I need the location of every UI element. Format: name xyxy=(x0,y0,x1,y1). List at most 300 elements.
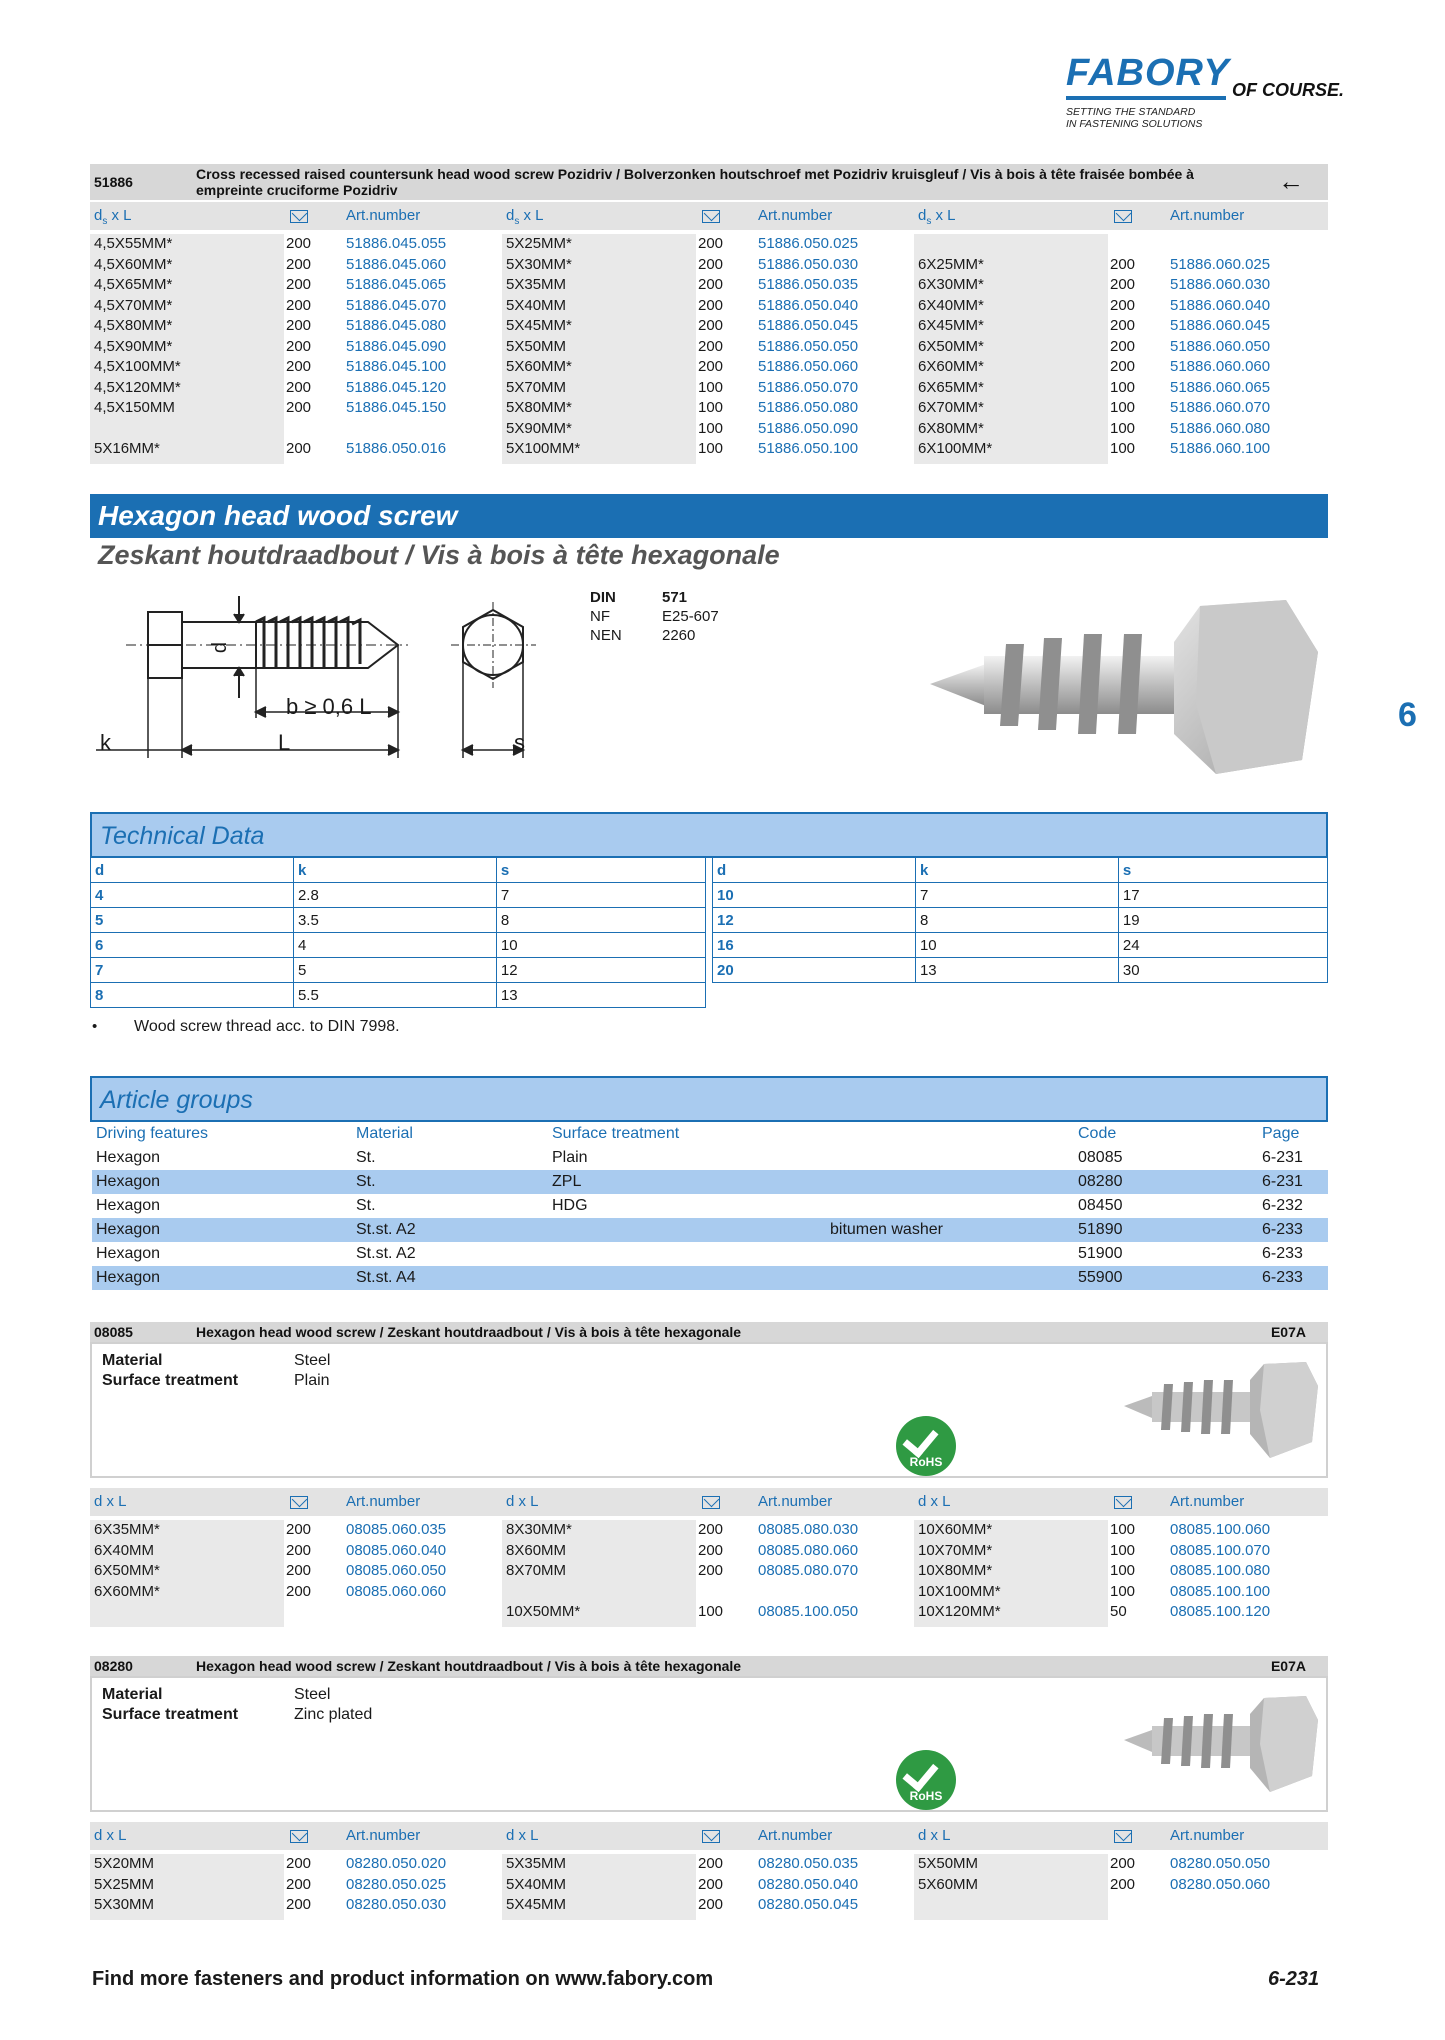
small-screw-image xyxy=(1122,1694,1318,1794)
envelope-icon xyxy=(702,1496,720,1509)
dimension-cell: 6X65MM* xyxy=(918,378,984,396)
art-number-link[interactable]: 08280.050.020 xyxy=(346,1855,447,1872)
dim-label-b: b ≥ 0,6 L xyxy=(286,694,372,719)
art-number-link[interactable]: 51886.045.080 xyxy=(346,317,447,334)
tech-cell: 10 xyxy=(713,883,916,908)
art-number-link[interactable]: 08085.060.060 xyxy=(346,1582,447,1600)
art-number-link[interactable]: 08085.100.100 xyxy=(1170,1582,1271,1600)
art-number-link[interactable]: 51886.045.055 xyxy=(346,235,447,252)
art-number-link[interactable]: 08280.050.025 xyxy=(346,1875,447,1893)
quantity-cell: 200 xyxy=(698,1855,724,1872)
art-number-link[interactable]: 51886.060.060 xyxy=(1170,358,1271,375)
tech-cell: 12 xyxy=(713,908,916,933)
tech-row xyxy=(713,958,1328,983)
quantity-cell: 100 xyxy=(1110,378,1136,396)
tech-cell: 8 xyxy=(915,908,1118,933)
quantity-cell: 200 xyxy=(286,235,312,252)
tech-row xyxy=(713,883,1328,908)
art-number-link[interactable]: 08280.050.060 xyxy=(1170,1875,1271,1893)
dimension-cell: 10X120MM* xyxy=(918,1603,1001,1620)
art-number-link[interactable]: 08280.050.045 xyxy=(758,1896,859,1913)
quantity-cell: 200 xyxy=(698,1521,724,1538)
tech-cell: 30 xyxy=(1118,958,1327,983)
dimension-cell: 5X35MM xyxy=(506,276,567,293)
art-number-link[interactable]: 51886.045.060 xyxy=(346,255,447,273)
tech-cell: 8 xyxy=(496,908,705,933)
article-group-row[interactable] xyxy=(92,1170,1328,1194)
envelope-icon xyxy=(1114,1830,1132,1843)
dimension-cell: 5X35MM xyxy=(506,1855,567,1872)
art-number-link[interactable]: 51886.050.090 xyxy=(758,419,859,437)
rohs-icon: RoHS xyxy=(896,1750,956,1810)
dimension-cell: 10X80MM* xyxy=(918,1562,993,1579)
quantity-cell: 200 xyxy=(286,1875,312,1893)
dimension-cell: 5X80MM* xyxy=(506,399,572,416)
art-number-link[interactable]: 51886.050.040 xyxy=(758,296,859,314)
group-cell: 6-233 xyxy=(1262,1221,1303,1238)
dimension-cell: 4,5X100MM* xyxy=(94,358,181,375)
technical-note: Wood screw thread acc. to DIN 7998. xyxy=(134,1018,400,1035)
note-bullet: • xyxy=(92,1018,98,1035)
tech-row xyxy=(91,933,706,958)
quantity-cell: 200 xyxy=(698,1541,724,1559)
dimension-header: d x L xyxy=(94,1493,127,1510)
article-group-row[interactable] xyxy=(92,1266,1328,1290)
art-number-link[interactable]: 51886.060.080 xyxy=(1170,419,1271,437)
dimension-cell: 8X60MM xyxy=(506,1541,567,1559)
dimension-cell: 5X50MM xyxy=(918,1855,979,1872)
art-number-link[interactable]: 08085.100.080 xyxy=(1170,1562,1271,1579)
art-number-link[interactable]: 51886.050.030 xyxy=(758,255,859,273)
product-code: 08085 xyxy=(94,1324,133,1340)
tech-cell: 6 xyxy=(91,933,294,958)
dimension-cell: 5X45MM* xyxy=(506,317,572,334)
dimension-cell: 4,5X120MM* xyxy=(94,378,181,396)
quantity-cell: 200 xyxy=(286,1855,312,1872)
art-number-header: Art.number xyxy=(1170,207,1245,224)
article-group-row[interactable] xyxy=(92,1242,1328,1266)
standard-name: DIN xyxy=(590,589,616,606)
envelope-icon xyxy=(290,1830,308,1843)
product-title: Hexagon head wood screw / Zeskant houtdraadbout / Vis à bois à tête hexagonale xyxy=(196,1324,742,1340)
dimension-header: d x L xyxy=(94,1827,127,1844)
art-number-header: Art.number xyxy=(758,1827,833,1844)
tech-cell: 13 xyxy=(915,958,1118,983)
art-number-link[interactable]: 08085.080.030 xyxy=(758,1521,859,1538)
envelope-icon xyxy=(1114,210,1132,223)
tech-cell: 8 xyxy=(91,983,294,1008)
tech-row xyxy=(713,908,1328,933)
dimension-header: $d_s$ x L xyxy=(506,207,544,227)
art-number-link[interactable]: 51886.060.070 xyxy=(1170,399,1271,416)
art-number-link[interactable]: 51886.050.060 xyxy=(758,358,859,375)
art-number-link[interactable]: 51886.060.050 xyxy=(1170,337,1271,355)
dimension-cell: 6X45MM* xyxy=(918,317,984,334)
rohs-icon: RoHS xyxy=(896,1416,956,1476)
article-groups-header-row xyxy=(92,1122,1328,1146)
quantity-cell: 100 xyxy=(1110,1582,1136,1600)
tech-cell: 2.8 xyxy=(293,883,496,908)
quantity-cell: 200 xyxy=(698,255,724,273)
material-label: Material xyxy=(102,1686,163,1703)
tech-cell: 20 xyxy=(713,958,916,983)
group-cell: 08085 xyxy=(1078,1149,1123,1166)
tech-header-cell: k xyxy=(915,858,1118,883)
quantity-cell: 200 xyxy=(286,358,312,375)
art-number-link[interactable]: 08280.050.040 xyxy=(758,1875,859,1893)
quantity-cell: 200 xyxy=(286,276,312,293)
art-number-link[interactable]: 51886.050.080 xyxy=(758,399,859,416)
group-cell: Plain xyxy=(552,1149,588,1166)
tech-row xyxy=(91,908,706,933)
tech-row xyxy=(91,958,706,983)
dimension-cell: 6X50MM* xyxy=(94,1562,160,1579)
tech-header-row xyxy=(91,858,706,883)
group-header-cell: Surface treatment xyxy=(552,1125,680,1142)
tech-header-cell: d xyxy=(91,858,294,883)
dimension-cell: 6X30MM* xyxy=(918,276,984,293)
material-label: Material xyxy=(102,1352,163,1369)
dimension-header: d x L xyxy=(918,1493,951,1510)
product-51886-header xyxy=(90,164,1328,200)
group-header-cell: Code xyxy=(1078,1125,1117,1142)
quantity-cell: 200 xyxy=(698,337,724,355)
art-number-link[interactable]: 51886.050.050 xyxy=(758,337,859,355)
dimension-cell: 4,5X150MM xyxy=(94,399,175,416)
group-cell: Hexagon xyxy=(96,1245,161,1262)
dimension-cell: 5X20MM xyxy=(94,1855,155,1872)
art-number-link[interactable]: 08085.080.060 xyxy=(758,1541,859,1559)
art-number-link[interactable]: 51886.050.100 xyxy=(758,440,859,457)
product-51886-table xyxy=(90,234,1328,466)
dimension-cell: 5X50MM xyxy=(506,337,567,355)
quantity-cell: 200 xyxy=(1110,296,1136,314)
logo-tagline: SETTING THE STANDARD IN FASTENING SOLUTIONS xyxy=(1066,106,1203,130)
dimension-cell: 5X45MM xyxy=(506,1896,567,1913)
tech-header-cell: k xyxy=(293,858,496,883)
group-header-cell: Page xyxy=(1262,1125,1300,1142)
group-cell: 6-232 xyxy=(1262,1197,1303,1214)
quantity-cell: 100 xyxy=(698,1603,724,1620)
art-number-link[interactable]: 08085.100.070 xyxy=(1170,1541,1271,1559)
group-cell: HDG xyxy=(552,1197,588,1214)
dim-label-s: s xyxy=(514,730,525,755)
art-number-link[interactable]: 51886.045.100 xyxy=(346,358,447,375)
art-number-link[interactable]: 51886.060.040 xyxy=(1170,296,1271,314)
dimension-cell: 6X40MM* xyxy=(918,296,984,314)
quantity-cell: 200 xyxy=(286,317,312,334)
article-group-row[interactable] xyxy=(92,1194,1328,1218)
technical-data-header: Technical Data xyxy=(90,812,1328,858)
quantity-cell: 200 xyxy=(1110,255,1136,273)
dimension-cell: 5X40MM xyxy=(506,1875,567,1893)
quantity-cell: 200 xyxy=(286,1562,312,1579)
art-number-link[interactable]: 51886.060.065 xyxy=(1170,378,1271,396)
dimension-cell: 5X90MM* xyxy=(506,419,572,437)
dimension-cell: 6X60MM* xyxy=(918,358,984,375)
logo-underline xyxy=(1066,96,1226,100)
art-number-link[interactable]: 51886.045.150 xyxy=(346,399,447,416)
dimension-header: d x L xyxy=(918,1827,951,1844)
surface-label: Surface treatment xyxy=(102,1706,239,1723)
quantity-cell: 200 xyxy=(286,296,312,314)
standards-list xyxy=(590,588,790,650)
quantity-cell: 100 xyxy=(698,440,724,457)
standard-name: NEN xyxy=(590,627,622,644)
quantity-cell: 100 xyxy=(698,378,724,396)
dimension-header: $d_s$ x L xyxy=(918,207,956,227)
envelope-icon xyxy=(290,210,308,223)
art-number-link[interactable]: 08085.100.050 xyxy=(758,1603,859,1620)
quantity-cell: 200 xyxy=(286,378,312,396)
dimension-cell: 6X25MM* xyxy=(918,255,984,273)
art-number-header: Art.number xyxy=(1170,1827,1245,1844)
art-number-link[interactable]: 51886.050.016 xyxy=(346,440,447,457)
surface-value: Plain xyxy=(294,1372,330,1389)
quantity-cell: 100 xyxy=(698,419,724,437)
art-number-link[interactable]: 51886.060.025 xyxy=(1170,255,1271,273)
standard-name: NF xyxy=(590,608,610,625)
dimension-header: d x L xyxy=(506,1493,539,1510)
dimension-cell: 4,5X80MM* xyxy=(94,317,173,334)
quantity-cell: 200 xyxy=(286,1582,312,1600)
dimension-cell: 5X25MM xyxy=(94,1875,155,1893)
technical-data-table-left xyxy=(90,857,706,1008)
product-title-bar: Hexagon head wood screw xyxy=(90,494,1328,538)
quantity-cell: 200 xyxy=(698,1896,724,1913)
product-subtitle: Zeskant houtdraadbout / Vis à bois à tête hexagonale xyxy=(98,540,780,570)
art-number-link[interactable]: 08280.050.050 xyxy=(1170,1855,1271,1872)
envelope-icon xyxy=(702,1830,720,1843)
quantity-cell: 200 xyxy=(286,440,312,457)
product-08280-info xyxy=(90,1676,1328,1812)
quantity-cell: 200 xyxy=(1110,337,1136,355)
art-number-header: Art.number xyxy=(758,1493,833,1510)
group-cell: bitumen washer xyxy=(830,1221,943,1238)
column-header-row xyxy=(90,1822,1328,1850)
group-cell: 51890 xyxy=(1078,1221,1123,1238)
art-number-link[interactable]: 08085.100.060 xyxy=(1170,1521,1271,1538)
art-number-link[interactable]: 51886.050.025 xyxy=(758,235,859,252)
article-groups-header: Article groups xyxy=(90,1076,1328,1122)
dimension-cell: 6X70MM* xyxy=(918,399,984,416)
quantity-cell: 200 xyxy=(698,296,724,314)
quantity-cell: 200 xyxy=(698,235,724,252)
back-arrow-icon[interactable]: ← xyxy=(1278,166,1304,196)
tech-cell: 5.5 xyxy=(293,983,496,1008)
dimension-cell: 6X50MM* xyxy=(918,337,984,355)
technical-data-table-right xyxy=(712,857,1328,983)
dimension-cell: 6X60MM* xyxy=(94,1582,160,1600)
envelope-icon xyxy=(702,210,720,223)
standard-value: 2260 xyxy=(662,627,696,644)
dimension-cell: 10X50MM* xyxy=(506,1603,581,1620)
quantity-cell: 200 xyxy=(286,255,312,273)
dimension-cell: 5X70MM xyxy=(506,378,567,396)
dimension-cell: 4,5X90MM* xyxy=(94,337,173,355)
dimension-cell: 10X100MM* xyxy=(918,1582,1001,1600)
quantity-cell: 200 xyxy=(286,1541,312,1559)
art-number-link[interactable]: 51886.050.035 xyxy=(758,276,859,293)
standard-value: E25-607 xyxy=(662,608,719,625)
dimension-cell: 4,5X60MM* xyxy=(94,255,173,273)
art-number-link[interactable]: 08085.060.040 xyxy=(346,1541,447,1559)
art-number-link[interactable]: 51886.045.065 xyxy=(346,276,447,293)
dimension-cell: 6X35MM* xyxy=(94,1521,160,1538)
quantity-cell: 200 xyxy=(698,1562,724,1579)
tech-cell: 3.5 xyxy=(293,908,496,933)
group-cell: Hexagon xyxy=(96,1149,161,1166)
product-code: 08280 xyxy=(94,1658,133,1674)
quantity-cell: 200 xyxy=(1110,317,1136,334)
quantity-cell: 200 xyxy=(1110,358,1136,375)
tech-cell: 12 xyxy=(496,958,705,983)
tech-cell: 4 xyxy=(293,933,496,958)
product-08085-header xyxy=(90,1322,1328,1342)
art-number-header: Art.number xyxy=(346,1827,421,1844)
art-number-link[interactable]: 08085.080.070 xyxy=(758,1562,859,1579)
group-cell: 51900 xyxy=(1078,1245,1123,1262)
art-number-link[interactable]: 51886.045.120 xyxy=(346,378,447,396)
hex-screw-image xyxy=(926,594,1322,794)
tech-header-cell: s xyxy=(1118,858,1327,883)
quantity-cell: 200 xyxy=(1110,276,1136,293)
group-cell: St.st. A4 xyxy=(356,1269,416,1286)
dim-label-L: L xyxy=(278,730,291,755)
quantity-cell: 200 xyxy=(698,358,724,375)
surface-label: Surface treatment xyxy=(102,1372,239,1389)
tech-header-cell: s xyxy=(496,858,705,883)
group-cell: Hexagon xyxy=(96,1269,161,1286)
art-number-link[interactable]: 51886.045.070 xyxy=(346,296,447,314)
art-number-link[interactable]: 51886.060.030 xyxy=(1170,276,1271,293)
article-groups-table xyxy=(0,1122,1445,1292)
group-cell: St.st. A2 xyxy=(356,1221,416,1238)
tech-cell: 24 xyxy=(1118,933,1327,958)
tech-cell: 5 xyxy=(293,958,496,983)
dimension-cell: 6X40MM xyxy=(94,1541,155,1559)
logo-slogan: OF COURSE. xyxy=(1232,80,1345,100)
footer-text: Find more fasteners and product information on www.fabory.com xyxy=(92,1968,714,1990)
quantity-cell: 100 xyxy=(698,399,724,416)
dimension-cell: 8X30MM* xyxy=(506,1521,572,1538)
tech-cell: 5 xyxy=(91,908,294,933)
standard-value: 571 xyxy=(662,589,688,606)
dimension-cell: 10X60MM* xyxy=(918,1521,993,1538)
tech-cell: 4 xyxy=(91,883,294,908)
quantity-cell: 100 xyxy=(1110,1562,1136,1579)
dim-label-k: k xyxy=(100,730,111,755)
quantity-cell: 200 xyxy=(1110,1855,1136,1872)
art-number-link[interactable]: 08280.050.030 xyxy=(346,1896,447,1913)
tech-cell: 16 xyxy=(713,933,916,958)
group-cell: St. xyxy=(356,1149,376,1166)
dimension-cell: 4,5X70MM* xyxy=(94,296,173,314)
dimension-cell: 6X80MM* xyxy=(918,419,984,437)
tech-row xyxy=(713,933,1328,958)
dimension-cell: 8X70MM xyxy=(506,1562,567,1579)
group-cell: 6-231 xyxy=(1262,1149,1303,1166)
quantity-cell: 200 xyxy=(286,399,312,416)
tech-row xyxy=(91,883,706,908)
article-group-row[interactable] xyxy=(92,1218,1328,1242)
group-cell: St. xyxy=(356,1173,376,1190)
column-header-row xyxy=(90,202,1328,230)
dimension-header: $d_s$ x L xyxy=(94,207,132,227)
quantity-cell: 200 xyxy=(698,276,724,293)
product-title: Cross recessed raised countersunk head wood screw Pozidriv / Bolverzonken houtschroef met Pozidriv kruisgleuf / Vis à bois à tête fraisée bombée à empreinte cruciforme Pozidriv xyxy=(196,166,1194,198)
group-cell: Hexagon xyxy=(96,1221,161,1238)
dimension-cell: 5X40MM xyxy=(506,296,567,314)
logo-brand: FABORY xyxy=(1066,52,1230,94)
quantity-cell: 200 xyxy=(286,337,312,355)
dimension-cell: 5X25MM* xyxy=(506,235,572,252)
art-number-link[interactable]: 51886.045.090 xyxy=(346,337,447,355)
quantity-cell: 100 xyxy=(1110,1521,1136,1538)
art-number-header: Art.number xyxy=(346,207,421,224)
tech-cell: 10 xyxy=(915,933,1118,958)
dimension-cell: 5X30MM xyxy=(94,1896,155,1913)
art-number-link[interactable]: 51886.060.045 xyxy=(1170,317,1271,334)
envelope-icon xyxy=(290,1496,308,1509)
material-value: Steel xyxy=(294,1352,331,1369)
group-cell: St.st. A2 xyxy=(356,1245,416,1262)
art-number-link[interactable]: 08085.060.050 xyxy=(346,1562,447,1579)
chapter-tab: 6 xyxy=(1398,696,1417,734)
art-number-link[interactable]: 51886.060.100 xyxy=(1170,440,1271,457)
product-08280-table xyxy=(90,1854,1328,1924)
art-number-link[interactable]: 08280.050.035 xyxy=(758,1855,859,1872)
dimension-cell: 6X100MM* xyxy=(918,440,993,457)
page-number: 6-231 xyxy=(1268,1968,1320,1990)
dimension-cell: 5X60MM xyxy=(918,1875,979,1893)
product-class: E07A xyxy=(1270,1658,1306,1674)
art-number-link[interactable]: 08085.100.120 xyxy=(1170,1603,1271,1620)
art-number-header: Art.number xyxy=(346,1493,421,1510)
quantity-cell: 50 xyxy=(1110,1603,1127,1620)
product-08085-info xyxy=(90,1342,1328,1478)
dimension-cell: 4,5X65MM* xyxy=(94,276,173,293)
art-number-link[interactable]: 51886.050.045 xyxy=(758,317,859,334)
product-code: 51886 xyxy=(94,174,133,190)
fabory-logo xyxy=(1062,52,1352,132)
envelope-icon xyxy=(1114,1496,1132,1509)
quantity-cell: 100 xyxy=(1110,419,1136,437)
dimension-cell: 10X70MM* xyxy=(918,1541,993,1559)
dimension-header: d x L xyxy=(506,1827,539,1844)
group-cell: 08450 xyxy=(1078,1197,1123,1214)
dimension-cell: 5X100MM* xyxy=(506,440,581,457)
art-number-link[interactable]: 51886.050.070 xyxy=(758,378,859,396)
article-group-row[interactable] xyxy=(92,1146,1328,1170)
group-cell: Hexagon xyxy=(96,1197,161,1214)
group-cell: 55900 xyxy=(1078,1269,1123,1286)
quantity-cell: 100 xyxy=(1110,440,1136,457)
quantity-cell: 200 xyxy=(698,1875,724,1893)
small-screw-image xyxy=(1122,1360,1318,1460)
tech-cell: 7 xyxy=(915,883,1118,908)
art-number-link[interactable]: 08085.060.035 xyxy=(346,1521,447,1538)
product-title: Hexagon head wood screw / Zeskant houtdraadbout / Vis à bois à tête hexagonale xyxy=(196,1658,742,1674)
product-class: E07A xyxy=(1270,1324,1306,1340)
quantity-cell: 200 xyxy=(698,317,724,334)
group-cell: 08280 xyxy=(1078,1173,1123,1190)
dimension-cell: 5X16MM* xyxy=(94,440,160,457)
group-header-cell: Driving features xyxy=(96,1125,209,1142)
quantity-cell: 100 xyxy=(1110,1541,1136,1559)
technical-drawing xyxy=(96,588,576,768)
tech-header-cell: d xyxy=(713,858,916,883)
